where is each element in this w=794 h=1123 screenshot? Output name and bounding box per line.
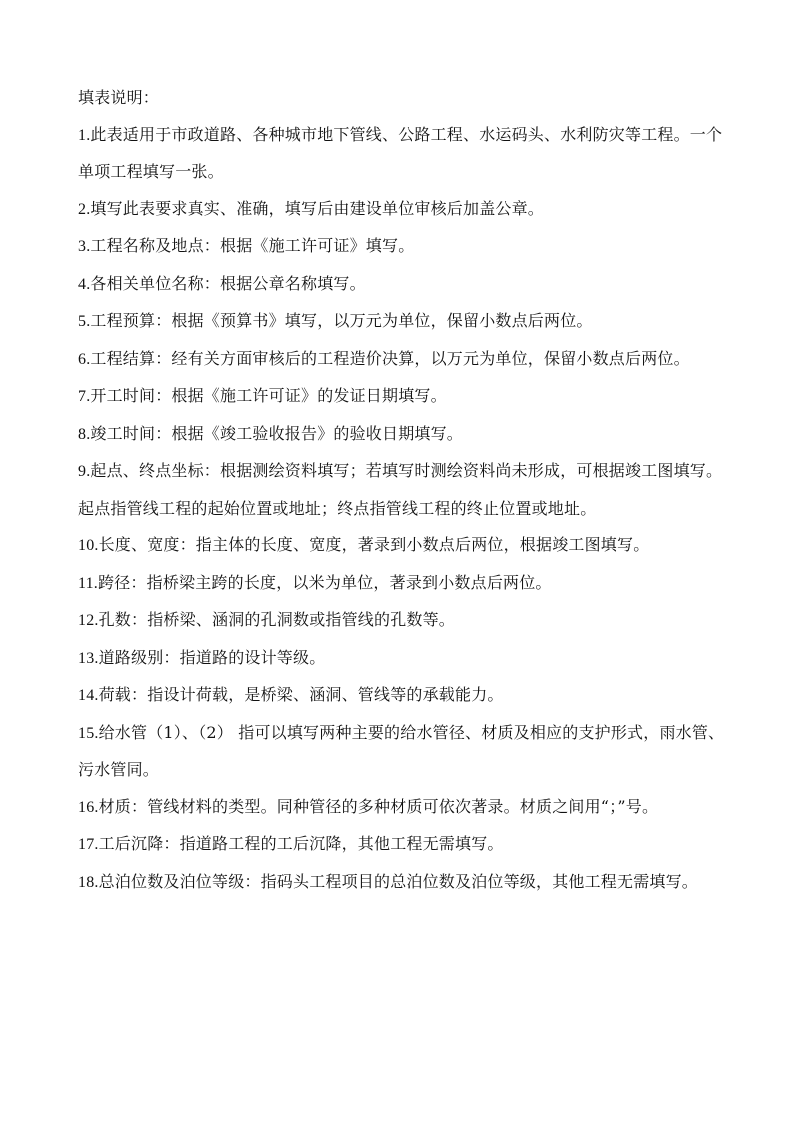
instruction-number: 15. (78, 724, 99, 742)
instruction-item (78, 565, 730, 603)
instruction-number: 7. (78, 388, 91, 405)
instruction-text: 工程结算：经有关方面审核后的工程造价决算，以万元为单位，保留小数点后两位。 (90, 348, 690, 368)
instruction-number: 12. (78, 612, 99, 629)
instruction-item (78, 228, 730, 266)
instruction-number: 6. (78, 350, 91, 368)
instruction-number: 18. (78, 873, 99, 891)
instruction-text: 材质：管线材料的类型。同种管径的多种材质可依次著录。材质之间用“；”号。 (98, 796, 659, 816)
instruction-number: 17. (78, 836, 99, 853)
instruction-item (78, 303, 730, 341)
instruction-item (78, 602, 730, 640)
instruction-text: 跨径：指桥梁主跨的长度，以米为单位，著录到小数点后两位。 (98, 572, 552, 592)
instruction-text: 起点、终点坐标：根据测绘资料填写；若填写时测绘资料尚未形成，可根据竣工图填写。起点指管线工程的起始位置或地址；终点指管线工程的终止位置或地址。 (78, 461, 723, 518)
instruction-item (78, 527, 730, 565)
instruction-text: 工程预算：根据《预算书》填写，以万元为单位，保留小数点后两位。 (90, 311, 593, 330)
instruction-text: 工后沉降：指道路工程的工后沉降，其他工程无需填写。 (98, 834, 504, 853)
instruction-number: 2. (78, 200, 91, 218)
instruction-item (78, 826, 730, 864)
instruction-number: 10. (78, 537, 99, 554)
instruction-text: 开工时间：根据《施工许可证》的发证日期填写。 (90, 386, 447, 405)
instruction-item (78, 191, 730, 229)
instruction-item (78, 677, 730, 715)
instructions-heading: 填表说明： (78, 88, 160, 107)
instruction-item (78, 789, 730, 827)
instruction-number: 11. (78, 574, 99, 592)
instruction-item (78, 416, 730, 454)
instruction-number: 16. (78, 798, 99, 816)
instructions-document (78, 80, 730, 901)
instruction-item (78, 378, 730, 416)
instruction-number: 5. (78, 313, 91, 330)
instruction-text: 荷载：指设计荷载，是桥梁、涵洞、管线等的承载能力。 (98, 685, 504, 704)
instruction-item (78, 453, 730, 527)
instruction-number: 8. (78, 425, 91, 443)
instruction-text: 给水管（1）、（2） 指可以填写两种主要的给水管径、材质及相应的支护形式，雨水管、污水管同。 (78, 722, 725, 779)
instruction-text: 总泊位数及泊位等级：指码头工程项目的总泊位数及泊位等级，其他工程无需填写。 (98, 871, 699, 891)
instruction-number: 13. (78, 649, 99, 667)
instruction-number: 3. (78, 238, 91, 255)
instruction-text: 填写此表要求真实、准确，填写后由建设单位审核后加盖公章。 (90, 198, 545, 218)
instruction-text: 此表适用于市政道路、各种城市地下管线、公路工程、水运码头、水利防灾等工程。一个单项工程填写一张。 (78, 124, 723, 181)
instruction-item (78, 341, 730, 379)
instruction-number: 9. (78, 463, 91, 480)
instruction-number: 1. (78, 126, 91, 144)
instruction-text: 竣工时间：根据《竣工验收报告》的验收日期填写。 (90, 423, 464, 443)
instruction-item (78, 640, 730, 678)
instructions-list (78, 117, 730, 902)
instruction-text: 长度、宽度：指主体的长度、宽度，著录到小数点后两位，根据竣工图填写。 (98, 535, 650, 554)
instruction-text: 孔数：指桥梁、涵洞的孔洞数或指管线的孔数等。 (98, 610, 456, 629)
instruction-item (78, 117, 730, 191)
instruction-item (78, 864, 730, 902)
instruction-text: 各相关单位名称：根据公章名称填写。 (90, 273, 366, 293)
instruction-text: 道路级别：指道路的设计等级。 (98, 647, 326, 667)
instruction-text: 工程名称及地点：根据《施工许可证》填写。 (90, 236, 415, 255)
instruction-number: 4. (78, 275, 91, 293)
instruction-item (78, 715, 730, 789)
instruction-item (78, 266, 730, 304)
instruction-number: 14. (78, 687, 99, 704)
